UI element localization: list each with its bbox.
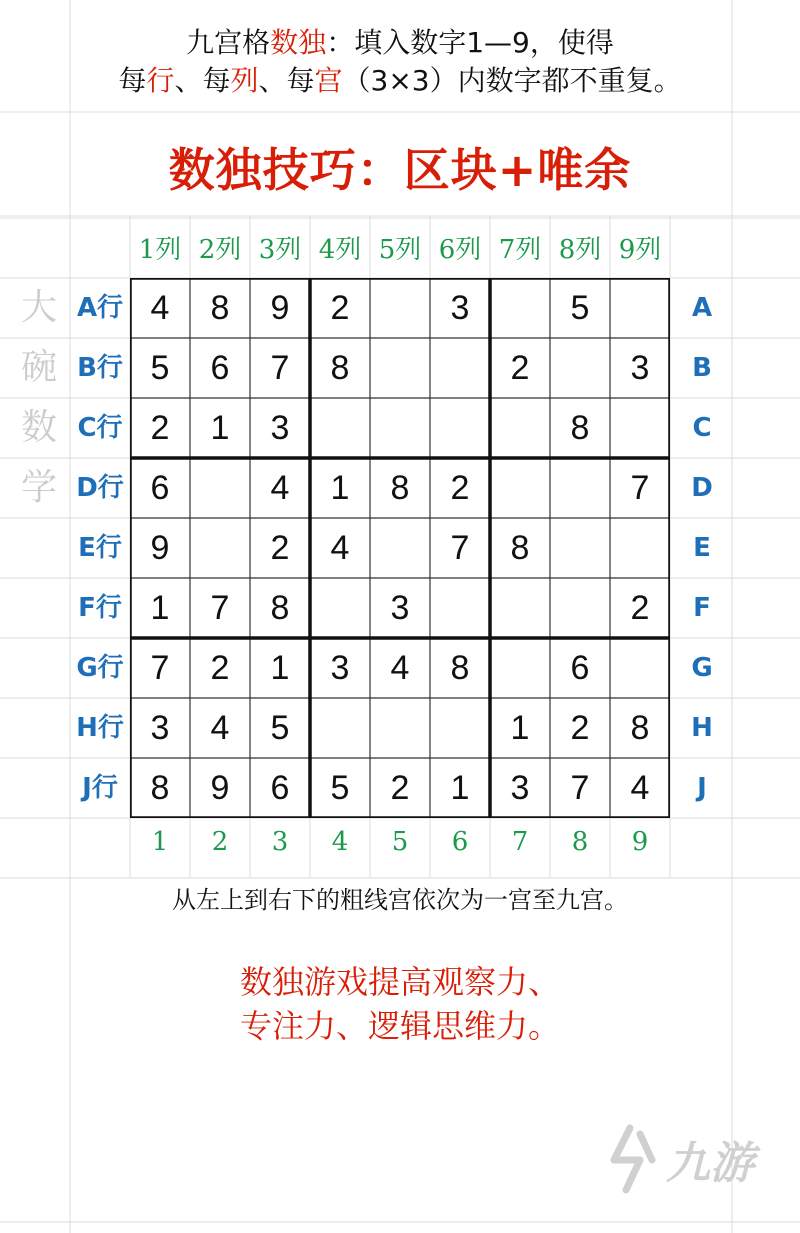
sudoku-cell[interactable]: 1 <box>330 469 350 507</box>
intro-word-box: 宫 <box>314 64 343 97</box>
side-char: 碗 <box>20 347 57 388</box>
row-label-left-8: H行 <box>76 713 124 743</box>
sudoku-cell[interactable]: 4 <box>270 469 290 507</box>
sudoku-cell[interactable]: 3 <box>630 349 650 387</box>
sudoku-cell[interactable]: 2 <box>330 289 350 327</box>
sudoku-cell[interactable] <box>370 338 430 398</box>
row-label-right-9: J <box>697 773 707 803</box>
sudoku-cell[interactable]: 8 <box>450 649 470 687</box>
sudoku-cell[interactable]: 2 <box>270 529 290 567</box>
sudoku-cell[interactable]: 8 <box>150 769 170 807</box>
sudoku-cell[interactable] <box>490 278 550 338</box>
jiuyou-logo-watermark <box>600 1120 780 1200</box>
sudoku-cell[interactable] <box>490 578 550 638</box>
sudoku-cell[interactable]: 3 <box>150 709 170 747</box>
sudoku-board <box>130 278 670 818</box>
row-label-right-4: D <box>691 473 713 503</box>
row-label-right-2: B <box>692 353 712 383</box>
sudoku-cell[interactable]: 4 <box>210 709 230 747</box>
sudoku-cell[interactable]: 9 <box>210 769 230 807</box>
sudoku-cell[interactable] <box>370 278 430 338</box>
sudoku-cell[interactable]: 7 <box>450 529 470 567</box>
sudoku-cell[interactable]: 8 <box>510 529 530 567</box>
row-label-right-3: C <box>692 413 712 443</box>
intro-word-jiugongge: 九宫格 <box>186 26 271 59</box>
sudoku-cell[interactable] <box>490 458 550 518</box>
sudoku-cell[interactable]: 3 <box>330 649 350 687</box>
intro-line-2 <box>0 62 800 100</box>
box-order-note: 从左上到右下的粗线宫依次为一宫至九宫。 <box>172 886 628 914</box>
column-footer-8: 8 <box>571 827 589 857</box>
sudoku-cell[interactable]: 2 <box>390 769 410 807</box>
sudoku-cell[interactable]: 3 <box>450 289 470 327</box>
sudoku-cell[interactable] <box>610 638 670 698</box>
sudoku-cell[interactable]: 6 <box>270 769 290 807</box>
row-label-right-1: A <box>691 293 713 323</box>
benefits-text <box>0 960 800 1048</box>
sudoku-cell[interactable] <box>370 518 430 578</box>
sudoku-cell[interactable]: 8 <box>570 409 590 447</box>
sudoku-cell[interactable]: 2 <box>630 589 650 627</box>
sudoku-cell[interactable] <box>550 578 610 638</box>
sudoku-cell[interactable] <box>430 578 490 638</box>
sudoku-cell[interactable]: 5 <box>270 709 290 747</box>
sudoku-cell[interactable]: 8 <box>210 289 230 327</box>
side-char: 大 <box>20 287 57 328</box>
sudoku-cell[interactable]: 4 <box>330 529 350 567</box>
row-label-right-6: F <box>693 593 711 623</box>
column-header-8: 8列 <box>558 235 602 265</box>
intro-rule-text: ：填入数字1—9，使得 <box>326 26 614 59</box>
column-header-7: 7列 <box>498 235 542 265</box>
sudoku-cell[interactable]: 1 <box>450 769 470 807</box>
column-footer-4: 4 <box>331 827 349 857</box>
sudoku-cell[interactable]: 8 <box>390 469 410 507</box>
sudoku-cell[interactable]: 1 <box>270 649 290 687</box>
row-label-left-9: J行 <box>82 773 118 803</box>
sudoku-cell[interactable]: 3 <box>270 409 290 447</box>
sudoku-cell[interactable] <box>370 698 430 758</box>
sudoku-cell[interactable] <box>430 398 490 458</box>
row-label-right-8: H <box>691 713 713 743</box>
intro-text <box>0 24 800 100</box>
side-char: 数 <box>20 407 57 448</box>
sudoku-cell[interactable] <box>310 398 370 458</box>
column-header-1: 1列 <box>138 235 182 265</box>
sudoku-cell[interactable]: 8 <box>270 589 290 627</box>
intro-word-shudu: 数独 <box>270 26 327 59</box>
sudoku-cell[interactable]: 4 <box>390 649 410 687</box>
sudoku-cell[interactable]: 1 <box>210 409 230 447</box>
sudoku-cell[interactable]: 7 <box>150 649 170 687</box>
row-label-left-7: G行 <box>76 653 124 683</box>
row-label-left-1: A行 <box>76 293 124 323</box>
column-header-3: 3列 <box>258 235 302 265</box>
sudoku-cell[interactable]: 2 <box>210 649 230 687</box>
sudoku-cell[interactable]: 1 <box>510 709 530 747</box>
sudoku-cell[interactable] <box>370 398 430 458</box>
sudoku-cell[interactable] <box>190 458 250 518</box>
sudoku-cell[interactable]: 7 <box>270 349 290 387</box>
logo-mark-icon <box>614 1128 652 1190</box>
sudoku-cell[interactable]: 4 <box>630 769 650 807</box>
page-title: 数独技巧：区块+唯余 <box>168 143 632 197</box>
sudoku-cell[interactable] <box>550 518 610 578</box>
column-header-5: 5列 <box>378 235 422 265</box>
sudoku-cell[interactable]: 9 <box>270 289 290 327</box>
sudoku-cell[interactable]: 2 <box>570 709 590 747</box>
intro-text-part: 、每 <box>258 64 315 97</box>
sudoku-cell[interactable] <box>190 518 250 578</box>
sudoku-cell[interactable]: 9 <box>150 529 170 567</box>
sudoku-cell[interactable] <box>610 518 670 578</box>
column-header-6: 6列 <box>438 235 482 265</box>
sudoku-cell[interactable]: 5 <box>150 349 170 387</box>
sudoku-cell[interactable]: 1 <box>150 589 170 627</box>
logo-text: 九游 <box>666 1138 754 1189</box>
intro-word-column: 列 <box>230 64 259 97</box>
sudoku-cell[interactable]: 5 <box>570 289 590 327</box>
sudoku-cell[interactable] <box>430 338 490 398</box>
sudoku-cell[interactable]: 7 <box>630 469 650 507</box>
row-label-left-4: D行 <box>76 473 124 503</box>
benefits-line-1: 数独游戏提高观察力、 <box>239 963 560 1001</box>
sudoku-cell[interactable] <box>490 398 550 458</box>
sudoku-cell[interactable]: 2 <box>450 469 470 507</box>
column-header-9: 9列 <box>618 235 662 265</box>
sudoku-cell[interactable] <box>610 398 670 458</box>
column-header-4: 4列 <box>318 235 362 265</box>
sudoku-cell[interactable]: 2 <box>510 349 530 387</box>
column-header-2: 2列 <box>198 235 242 265</box>
column-footer-7: 7 <box>511 827 529 857</box>
sudoku-cell[interactable] <box>310 578 370 638</box>
sudoku-cell[interactable]: 3 <box>510 769 530 807</box>
sudoku-cell[interactable] <box>310 698 370 758</box>
sudoku-cell[interactable]: 3 <box>390 589 410 627</box>
sudoku-cell[interactable] <box>490 638 550 698</box>
benefits-line-2: 专注力、逻辑思维力。 <box>239 1007 560 1045</box>
intro-text-part: 每 <box>118 64 147 97</box>
column-footer-6: 6 <box>451 827 469 857</box>
sudoku-cell[interactable]: 2 <box>150 409 170 447</box>
sudoku-cell[interactable]: 7 <box>570 769 590 807</box>
row-label-right-5: E <box>693 533 711 563</box>
column-footer-5: 5 <box>391 827 409 857</box>
column-footer-9: 9 <box>631 827 649 857</box>
row-label-left-2: B行 <box>77 353 123 383</box>
intro-text-part: （3×3）内数字都不重复。 <box>342 64 682 97</box>
sudoku-cell[interactable] <box>550 458 610 518</box>
row-label-left-5: E行 <box>78 533 122 563</box>
sudoku-cell[interactable] <box>610 278 670 338</box>
column-footer-3: 3 <box>271 827 289 857</box>
intro-word-row: 行 <box>146 64 175 97</box>
row-label-right-7: G <box>691 653 713 683</box>
sudoku-cell[interactable]: 6 <box>210 349 230 387</box>
column-footer-1: 1 <box>151 827 169 857</box>
sudoku-cell[interactable]: 6 <box>570 649 590 687</box>
sudoku-cell[interactable]: 4 <box>150 289 170 327</box>
intro-line-1 <box>0 24 800 62</box>
sudoku-cell[interactable]: 5 <box>330 769 350 807</box>
side-char: 学 <box>20 467 57 508</box>
sudoku-cell[interactable]: 8 <box>630 709 650 747</box>
sudoku-cell[interactable] <box>550 338 610 398</box>
row-label-left-6: F行 <box>78 593 122 623</box>
column-footer-2: 2 <box>211 827 229 857</box>
row-label-left-3: C行 <box>77 413 123 443</box>
sudoku-cell[interactable]: 7 <box>210 589 230 627</box>
sudoku-cell[interactable]: 6 <box>150 469 170 507</box>
sudoku-cell[interactable]: 8 <box>330 349 350 387</box>
intro-text-part: 、每 <box>174 64 231 97</box>
sudoku-cell[interactable] <box>430 698 490 758</box>
